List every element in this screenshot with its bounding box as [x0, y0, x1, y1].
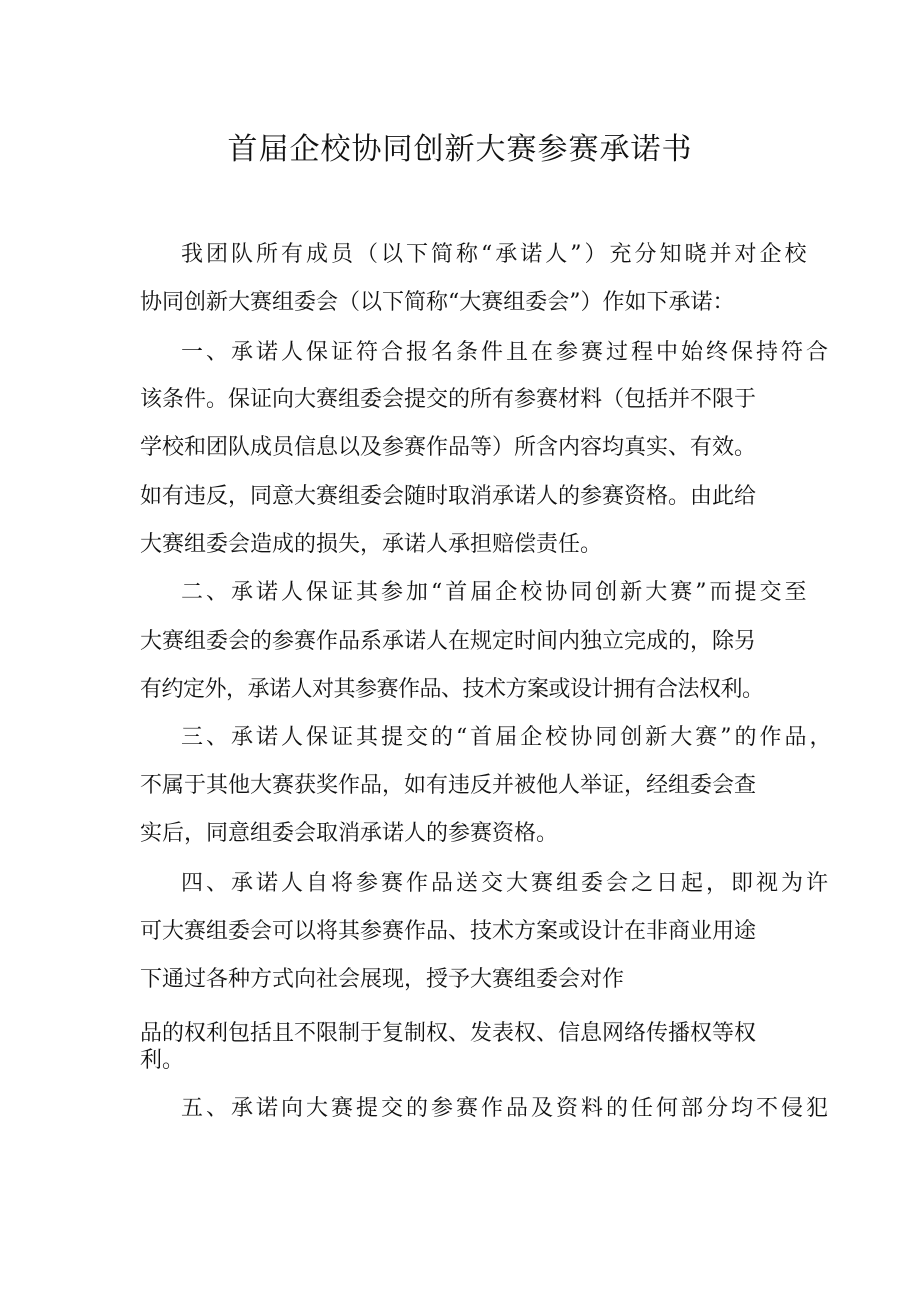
paragraph-2-line-2: 大赛组委会的参赛作品系承诺人在规定时间内独立完成的，除另 [140, 629, 757, 654]
paragraph-4-line-5: 利。 [140, 1048, 185, 1073]
paragraph-intro-line-1: 我团队所有成员（以下简称“承诺人”）充分知晓并对企校 [181, 242, 810, 267]
paragraph-4-line-1: 四、承诺人自将参赛作品送交大赛组委会之日起，即视为许 [181, 871, 832, 896]
paragraph-1-line-5: 大赛组委会造成的损失，承诺人承担赔偿责任。 [140, 532, 603, 557]
paragraph-3-line-1: 三、承诺人保证其提交的“首届企校协同创新大赛”的作品， [181, 725, 835, 750]
paragraph-5-line-1: 五、承诺向大赛提交的参赛作品及资料的任何部分均不侵犯 [181, 1096, 832, 1121]
document-title: 首届企校协同创新大赛参赛承诺书 [227, 132, 693, 167]
paragraph-2-line-1: 二、承诺人保证其参加“首届企校协同创新大赛”而提交至 [181, 580, 810, 605]
paragraph-1-line-1: 一、承诺人保证符合报名条件且在参赛过程中始终保持符合 [181, 340, 832, 365]
paragraph-2-line-3: 有约定外，承诺人对其参赛作品、技术方案或设计拥有合法权利。 [140, 677, 764, 702]
paragraph-3-line-3: 实后，同意组委会取消承诺人的参赛资格。 [140, 821, 559, 846]
paragraph-1-line-4: 如有违反，同意大赛组委会随时取消承诺人的参赛资格。由此给 [140, 484, 757, 509]
paragraph-intro-line-2: 协同创新大赛组委会（以下简称“大赛组委会”）作如下承诺： [140, 290, 735, 315]
paragraph-4-line-4: 品的权利包括且不限制于复制权、发表权、信息网络传播权等权 [140, 1021, 757, 1046]
paragraph-1-line-3: 学校和团队成员信息以及参赛作品等）所含内容均真实、有效。 [140, 435, 757, 460]
paragraph-4-line-2: 可大赛组委会可以将其参赛作品、技术方案或设计在非商业用途 [140, 919, 757, 944]
paragraph-3-line-2: 不属于其他大赛获奖作品，如有违反并被他人举证，经组委会查 [140, 773, 757, 798]
paragraph-1-line-2: 该条件。保证向大赛组委会提交的所有参赛材料（包括并不限于 [140, 387, 757, 412]
paragraph-4-line-3: 下通过各种方式向社会展现，授予大赛组委会对作 [140, 967, 625, 992]
